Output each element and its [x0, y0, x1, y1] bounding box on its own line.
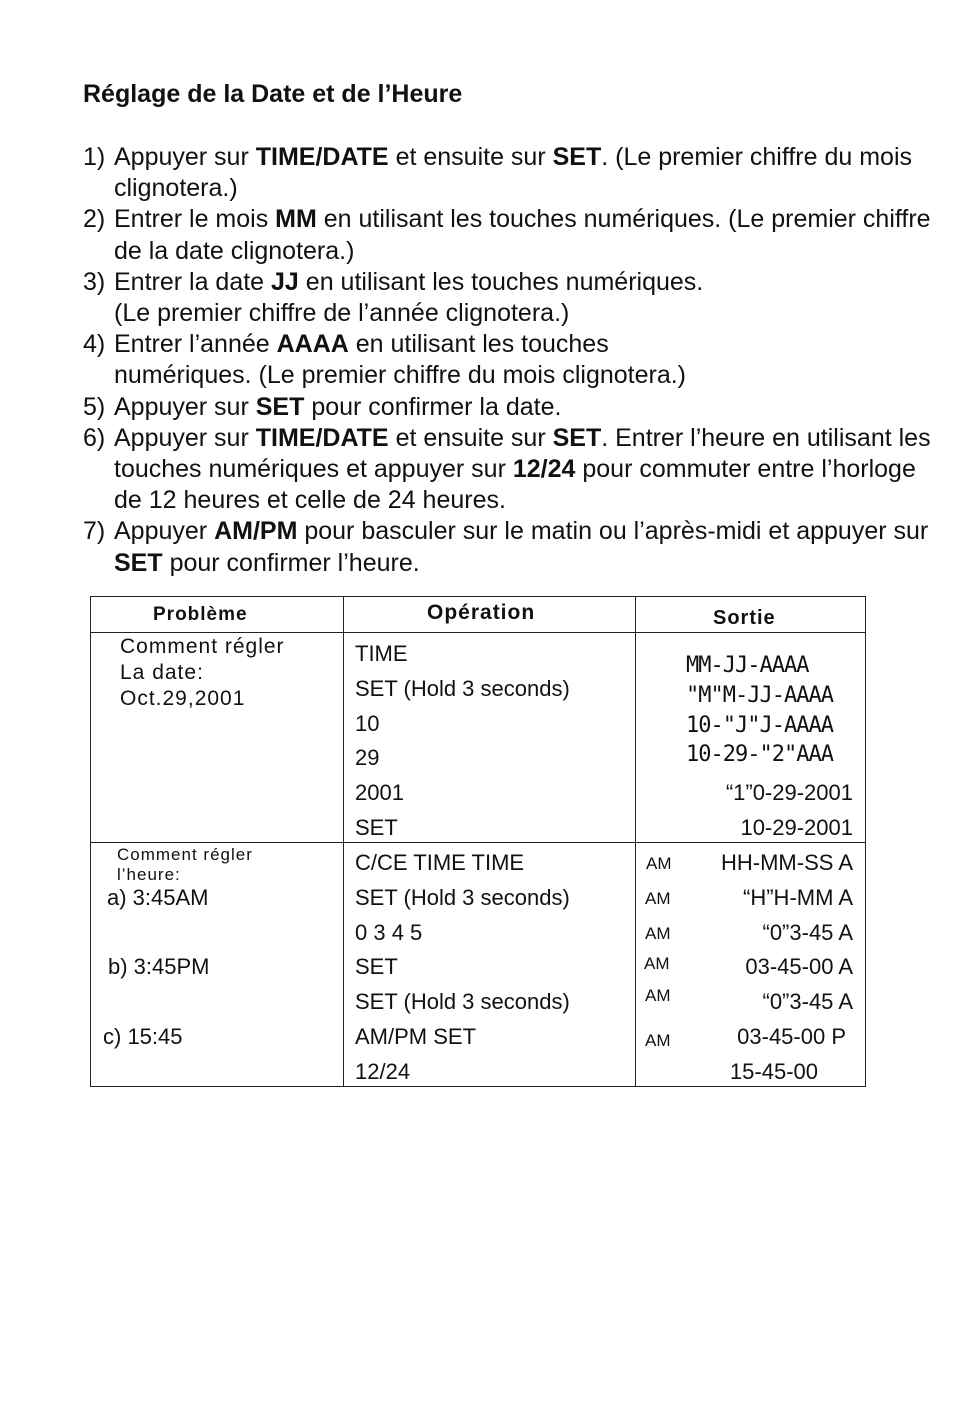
date-output: MM-JJ-AAAA — [686, 653, 809, 678]
date-operation: 2001 — [355, 780, 404, 805]
time-output: “0”3-45 A — [762, 989, 853, 1014]
step-5 — [83, 392, 933, 423]
instruction-list — [83, 142, 933, 579]
procedure-table — [90, 596, 866, 1087]
header-divider — [91, 632, 865, 633]
date-operation: SET (Hold 3 seconds) — [355, 676, 570, 701]
time-operation: SET — [355, 954, 398, 979]
step-text: Appuyer sur SET pour confirmer la date. — [114, 392, 562, 421]
header-output: Sortie — [713, 607, 776, 629]
time-problem-line: l’heure: — [117, 865, 181, 884]
step-text: Appuyer sur TIME/DATE et ensuite sur SET. (Le premier chiffre du mois clignotera.) — [114, 143, 913, 203]
time-operation: AM/PM SET — [355, 1024, 477, 1049]
date-output: “1”0-29-2001 — [725, 780, 853, 805]
date-problem-line: Comment régler — [120, 635, 285, 658]
page-title: Réglage de la Date et de l’Heure — [83, 80, 463, 108]
step-number: 5) — [83, 392, 106, 421]
date-problem-line: La date: — [120, 661, 204, 684]
step-text: Appuyer AM/PM pour basculer sur le matin ou l’après-midi et appuyer sur SET pour confirmer l’heure. — [114, 517, 929, 577]
date-output: "M"M-JJ-AAAA — [686, 683, 833, 708]
step-number: 7) — [83, 517, 106, 546]
time-operation: 0 3 4 5 — [355, 920, 423, 945]
time-problem-c: c) 15:45 — [103, 1024, 183, 1049]
step-number: 6) — [83, 423, 106, 452]
step-1 — [83, 142, 933, 204]
date-output: 10-29-"2"AAA — [686, 742, 833, 767]
time-operation: C/CE TIME TIME — [355, 850, 525, 875]
date-problem-line: Oct.29,2001 — [120, 687, 246, 710]
am-label: AM — [644, 954, 670, 973]
date-operation: 10 — [355, 711, 380, 736]
time-output: “0”3-45 A — [762, 920, 853, 945]
date-operation: SET — [355, 815, 398, 840]
row-divider — [91, 842, 865, 843]
date-operation: TIME — [355, 641, 408, 666]
step-2 — [83, 204, 933, 266]
time-output: HH-MM-SS A — [721, 850, 853, 875]
step-text: Entrer l’année AAAA en utilisant les touches numériques. (Le premier chiffre du mois clignotera.) — [114, 330, 687, 390]
time-problem-b: b) 3:45PM — [108, 954, 210, 979]
step-7 — [83, 516, 933, 578]
time-output: “H”H-MM A — [743, 885, 853, 910]
date-output: 10-29-2001 — [740, 815, 853, 840]
header-operation: Opération — [427, 601, 536, 624]
am-label: AM — [645, 1031, 671, 1050]
step-3 — [83, 267, 933, 329]
step-number: 4) — [83, 330, 106, 359]
header-problem: Problème — [153, 604, 248, 625]
step-6 — [83, 423, 933, 517]
time-operation: SET (Hold 3 seconds) — [355, 885, 570, 910]
time-problem-line: Comment régler — [117, 845, 253, 864]
am-label: AM — [646, 854, 672, 873]
am-label: AM — [645, 986, 671, 1005]
step-number: 2) — [83, 205, 106, 234]
time-output: 03-45-00 P — [737, 1024, 846, 1049]
time-operation: SET (Hold 3 seconds) — [355, 989, 570, 1014]
step-number: 3) — [83, 267, 106, 296]
step-text: Appuyer sur TIME/DATE et ensuite sur SET. Entrer l’heure en utilisant les touches numériques et appuyer sur 12/24 pour commuter entre l’horloge de 12 heures et celle de 24 heures. — [114, 423, 931, 515]
time-output: 15-45-00 — [729, 1059, 818, 1084]
date-operation: 29 — [355, 745, 380, 770]
step-number: 1) — [83, 143, 106, 171]
am-label: AM — [645, 889, 671, 908]
step-text: Entrer le mois MM en utilisant les touches numériques. (Le premier chiffre de la date clignotera.) — [114, 205, 931, 265]
step-text: Entrer la date JJ en utilisant les touches numériques. (Le premier chiffre de l’année clignotera.) — [114, 267, 704, 328]
time-problem-a: a) 3:45AM — [107, 885, 209, 910]
time-output: 03-45-00 A — [745, 954, 853, 979]
am-label: AM — [645, 924, 671, 943]
time-operation: 12/24 — [355, 1059, 411, 1084]
date-output: 10-"J"J-AAAA — [686, 713, 833, 738]
step-4 — [83, 329, 933, 391]
